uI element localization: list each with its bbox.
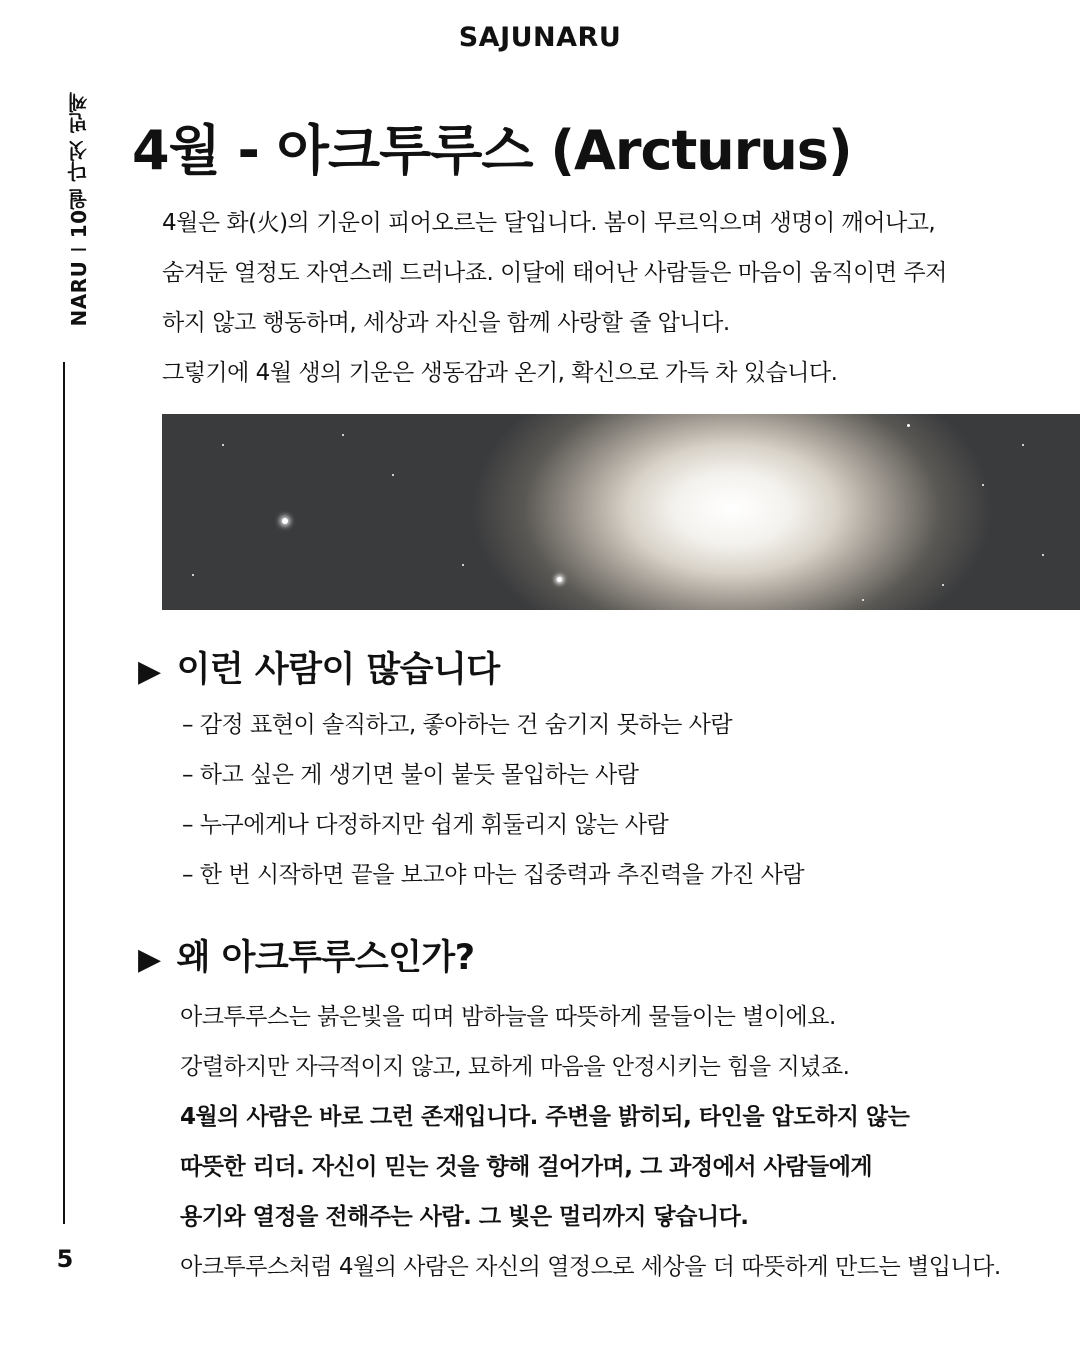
- star: [222, 444, 224, 446]
- why-line: 강렬하지만 자극적이지 않고, 묘하게 마음을 안정시키는 힘을 지녔죠.: [180, 1054, 850, 1080]
- star: [392, 474, 394, 476]
- list-item: – 감정 표현이 솔직하고, 좋아하는 건 숨기지 못하는 사람: [182, 712, 733, 738]
- why-line: 아크투루스처럼 4월의 사람은 자신의 열정으로 세상을 더 따뜻하게 만드는 별입니다.: [180, 1254, 1001, 1280]
- intro-line: 4월은 화(火)의 기운이 피어오르는 달입니다. 봄이 무르익으며 생명이 깨어나고,: [162, 210, 936, 236]
- star: [982, 484, 984, 486]
- list-item: – 누구에게나 다정하지만 쉽게 휘둘리지 않는 사람: [182, 812, 669, 838]
- star: [282, 518, 288, 524]
- star: [557, 577, 562, 582]
- brand-name: SAJUNARU: [458, 22, 622, 53]
- intro-paragraph: [162, 198, 1042, 398]
- triangle-marker-icon: ▶: [138, 942, 161, 977]
- arcturus-star-image: [162, 414, 1080, 610]
- star: [942, 584, 944, 586]
- star: [862, 599, 864, 601]
- separator: I: [67, 246, 91, 253]
- page-number: 5: [56, 1245, 74, 1273]
- list-item: – 한 번 시작하면 끝을 보고야 마는 집중력과 추진력을 가진 사람: [182, 862, 805, 888]
- side-divider: [63, 362, 65, 1224]
- star: [1022, 444, 1024, 446]
- traits-list: [182, 700, 804, 900]
- page-title: 4월 - 아크투루스 (Arcturus): [132, 119, 852, 182]
- why-heading: [138, 930, 475, 980]
- issue-label: 10월 다섯 번째: [67, 92, 91, 239]
- star: [1042, 554, 1044, 556]
- star: [907, 424, 910, 427]
- intro-line: 숨겨둔 열정도 자연스레 드러나죠. 이달에 태어난 사람들은 마음이 움직이면 주저: [162, 260, 947, 286]
- star: [462, 564, 464, 566]
- why-line-emphasis: 따뜻한 리더. 자신이 믿는 것을 향해 걸어가며, 그 과정에서 사람들에게: [180, 1154, 873, 1180]
- issue-side-label: [64, 92, 93, 327]
- why-line-emphasis: 용기와 열정을 전해주는 사람. 그 빛은 멀리까지 닿습니다.: [180, 1204, 749, 1230]
- star: [342, 434, 344, 436]
- traits-heading: [138, 642, 500, 692]
- triangle-marker-icon: ▶: [138, 654, 161, 689]
- why-line-emphasis: 4월의 사람은 바로 그런 존재입니다. 주변을 밝히되, 타인을 압도하지 않는: [180, 1104, 910, 1130]
- why-paragraph: [180, 992, 1060, 1292]
- list-item: – 하고 싶은 게 생기면 불이 붙듯 몰입하는 사람: [182, 762, 639, 788]
- series-name: NARU: [67, 260, 91, 327]
- why-heading-text: 왜 아크투루스인가?: [176, 938, 475, 978]
- star: [192, 574, 194, 576]
- intro-line: 하지 않고 행동하며, 세상과 자신을 함께 사랑할 줄 압니다.: [162, 310, 730, 336]
- traits-heading-text: 이런 사람이 많습니다: [176, 650, 500, 690]
- intro-line: 그렇기에 4월 생의 기운은 생동감과 온기, 확신으로 가득 차 있습니다.: [162, 360, 838, 386]
- why-line: 아크투루스는 붉은빛을 띠며 밤하늘을 따뜻하게 물들이는 별이에요.: [180, 1004, 836, 1030]
